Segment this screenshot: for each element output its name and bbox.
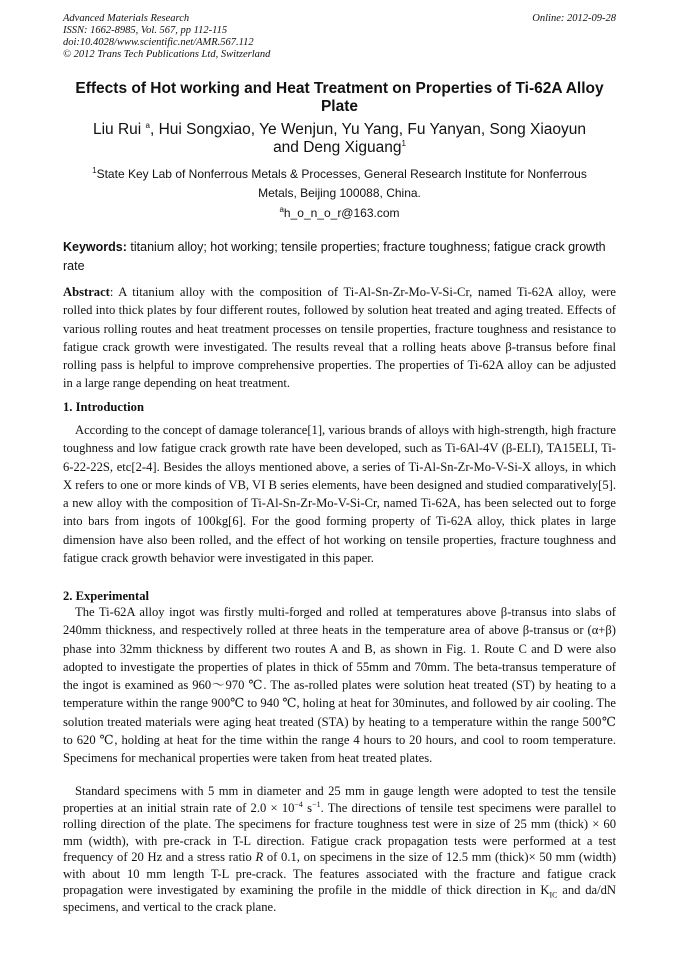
- abstract-label: Abstract: [63, 285, 110, 299]
- abstract-text: : A titanium alloy with the composition of Ti-Al-Sn-Zr-Mo-V-Si-Cr, named Ti-62A alloy, were rolled into thick plates by four different routes, followed by solution heat treated and aging treated. Effects of various rolling routes and heat treatment processes on tensile properties, fracture toughness and resistance to fatigue crack growth were investigated. The results reveal that a rolling heats above β-transus before final rolling pass is helpful to improve comprehensive properties. The properties of Ti-62A alloy can be adjusted in a large range depending on heat treatment.: [63, 285, 616, 391]
- affiliation: [63, 165, 616, 203]
- para2-part-c: . The directions of tensile test specimens were parallel to rolling direction of the plate. The specimens for fracture toughness test were in size of 25 mm (thick) × 60 mm (width), with pre-crack in T-L direction. Fatigue crack propagation tests were performed at a test frequency of 20 Hz and a stress ratio: [63, 800, 616, 864]
- para2-sup2: −1: [312, 799, 321, 809]
- para2-part-b: s: [302, 800, 313, 815]
- affiliation-marker: 1: [401, 138, 406, 148]
- affiliation-sup: 1: [92, 166, 97, 175]
- author-list: [63, 121, 616, 157]
- authors-line2: and Deng Xiguang: [273, 139, 402, 156]
- online-date: Online: 2012-09-28: [532, 13, 616, 24]
- abstract: [63, 283, 616, 393]
- authors-line1: , Hui Songxiao, Ye Wenjun, Yu Yang, Fu Yanyan, Song Xiaoyun: [149, 121, 587, 138]
- doi-line: doi:10.4028/www.scientific.net/AMR.567.112: [63, 37, 254, 48]
- experimental-paragraph-1: The Ti-62A alloy ingot was firstly multi-forged and rolled at temperatures above β-transus into slabs of 240mm thickness, and respectively rolled at three heats in the temperature area of above β-transus or (α+β) phase into 32mm thickness by different two routes A and B, as shown in Fig. 1. Route C and D were also adopted to investigate the properties of plates in thick of 55mm and 70mm. The beta-transus temperature of the ingot is examined as 960～970 ℃. The as-rolled plates were solution heat treated (ST) by heating to a temperature within the range 900℃ to 940 ℃, holing at heat for 30minutes, and followed by air cooling. The solution treated materials were aging heat treated (STA) by heating to a temperature within the range 500℃ to 620 ℃, holding at heat for the time within the range 4 hours to 20 hours, and cool to room temperature. Specimens for mechanical properties were taken from heat treated plates.: [63, 605, 616, 766]
- introduction-section: [63, 421, 616, 567]
- affiliation-line1: State Key Lab of Nonferrous Metals & Processes, General Research Institute for Nonferrous: [96, 167, 587, 181]
- email-address[interactable]: h_o_n_o_r@163.com: [283, 206, 400, 220]
- author-superscript: a: [145, 120, 150, 130]
- stress-ratio-symbol: R: [255, 850, 264, 864]
- experimental-paragraph-2: [63, 783, 616, 915]
- email: [63, 206, 616, 220]
- introduction-heading: 1. Introduction: [63, 400, 144, 414]
- para2-sup1: −4: [294, 799, 303, 809]
- experimental-section: [63, 603, 616, 768]
- keywords: [63, 238, 616, 276]
- first-author: Liu Rui: [92, 121, 142, 138]
- kic-subscript: IC: [549, 890, 558, 900]
- email-sup: a: [279, 205, 284, 214]
- para2-part-d: of 0.1, on specimens in the size of 12.5 mm (thick)× 50 mm (width) with about 10 mm length T-L pre-crack. The features associated with the fracture and fatigue crack propagation were investigated by examining the profile in the middle of thick direction in K: [63, 850, 617, 897]
- affiliation-line2: Metals, Beijing 100088, China.: [258, 186, 421, 200]
- journal-name: Advanced Materials Research: [63, 13, 190, 24]
- experimental-heading: 2. Experimental: [63, 589, 150, 603]
- journal-header: [63, 13, 616, 61]
- keywords-text: titanium alloy; hot working; tensile properties; fracture toughness; fatigue crack growth rate: [63, 240, 606, 273]
- keywords-label: Keywords:: [63, 240, 127, 254]
- issn-line: ISSN: 1662-8985, Vol. 567, pp 112-115: [63, 25, 228, 36]
- para2-part-a: Standard specimens with 5 mm in diameter and 25 mm in gauge length were adopted to test the tensile properties at an initial strain rate of 2.0 × 10: [63, 784, 616, 815]
- para2-part-e: and da/dN specimens, and vertical to the crack plane.: [63, 883, 616, 914]
- introduction-paragraph: According to the concept of damage tolerance[1], various brands of alloys with high-strength, high fracture toughness and low fatigue crack growth rate have been developed, such as Ti-6Al-4V (β-ELI), TA15ELI, Ti-6-22-22S, etc[2-4]. Besides the alloys mentioned above, a series of Ti-Al-Sn-Zr-Mo-V-Si-X alloys, in which X refers to one or more kinds of VB, VI B series elements, have been designed and studied comparatively[5]. a new alloy with the composition of Ti-Al-Sn-Zr-Mo-V-Si-Cr, named Ti-62A, has been selected out to forge into bars from ingots of 100kg[6]. For the good forming property of Ti-62A alloy, thick plates in large dimension have also been rolled, and the effect of hot working on tensile properties, fracture toughness and fatigue crack growth behavior were investigated in this paper.: [63, 423, 616, 566]
- paper-title: Effects of Hot working and Heat Treatment on Properties of Ti-62A Alloy Plate: [75, 80, 604, 115]
- copyright-line: © 2012 Trans Tech Publications Ltd, Switzerland: [63, 49, 271, 60]
